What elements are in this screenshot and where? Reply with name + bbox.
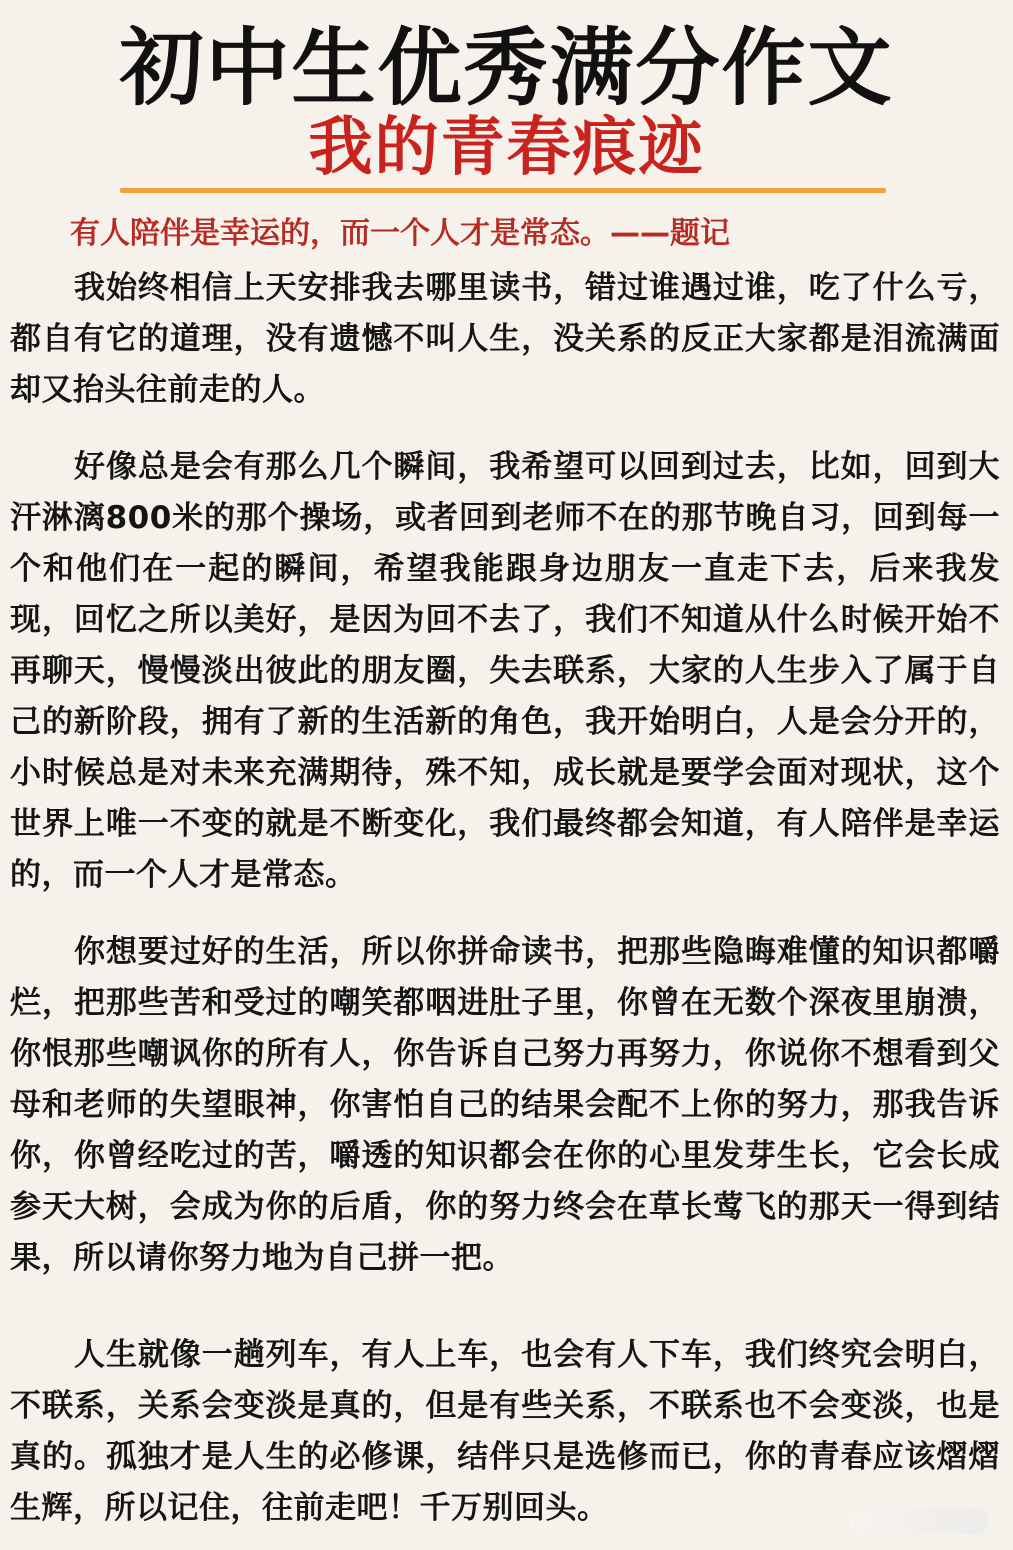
paragraph-1: 我始终相信上天安排我去哪里读书，错过谁遇过谁，吃了什么亏，都自有它的道理，没有遗憾不叫人生，没关系的反正大家都是泪流满面却又抬头往前走的人。 — [10, 270, 1000, 408]
watermark-logo — [849, 1508, 989, 1534]
paragraph-4: 人生就像一趟列车，有人上车，也会有人下车，我们终究会明白，不联系，关系会变淡是真的，但是有些关系，不联系也不会变淡，也是真的。孤独才是人生的必修课，结伴只是选修而已，你的青春应该熠熠生辉，所以记住，往前走吧！千万别回头。 — [10, 1337, 1000, 1526]
essay-subtitle: 我的青春痕迹 — [308, 111, 705, 185]
title-divider — [120, 188, 886, 193]
epigraph: 有人陪伴是幸运的，而一个人才是常态。——题记 — [70, 216, 730, 251]
paragraph-3: 你想要过好的生活，所以你拼命读书，把那些隐晦难懂的知识都嚼烂，把那些苦和受过的嘲笑都咽进肚子里，你曾在无数个深夜里崩溃，你恨那些嘲讽你的所有人，你告诉自己努力再努力，你说你不想看到父母和老师的失望眼神，你害怕自己的结果会配不上你的努力，那我告诉你，你曾经吃过的苦，嚼透的知识都会在你的心里发芽生长，它会长成参天大树，会成为你的后盾，你的努力终会在草长莺飞的那天一得到结果，所以请你努力地为自己拼一把。 — [10, 934, 1000, 1276]
paragraph-2: 好像总是会有那么几个瞬间，我希望可以回到过去，比如，回到大汗淋漓800米的那个操场，或者回到老师不在的那节晚自习，回到每一个和他们在一起的瞬间，希望我能跟身边朋友一直走下去，后来我发现，回忆之所以美好，是因为回不去了，我们不知道从什么时候开始不再聊天，慢慢淡出彼此的朋友圈，失去联系，大家的人生步入了属于自己的新阶段，拥有了新的生活新的角色，我开始明白，人是会分开的，小时候总是对未来充满期待，殊不知，成长就是要学会面对现状，这个世界上唯一不变的就是不断变化，我们最终都会知道，有人陪伴是幸运的，而一个人才是常态。 — [10, 449, 1000, 893]
page-title: 初中生优秀满分作文 — [119, 19, 894, 117]
